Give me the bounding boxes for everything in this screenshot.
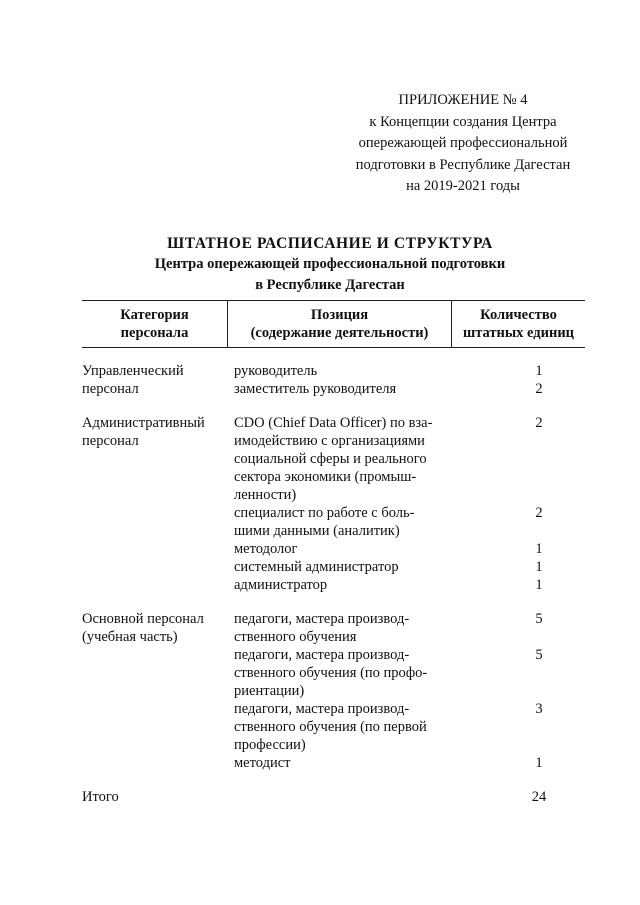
position-text: заместитель руководителя xyxy=(234,381,397,397)
position-text: риентации) xyxy=(234,683,305,699)
count-value: 1 xyxy=(535,363,543,379)
table-row xyxy=(234,576,585,594)
position-text: педагоги, мастера производ- xyxy=(234,611,410,627)
table-row xyxy=(234,504,585,540)
position-text: администратор xyxy=(234,577,328,593)
position-cell xyxy=(234,646,448,700)
table-group xyxy=(82,414,585,594)
position-text: ленности) xyxy=(234,487,297,503)
positions-cell xyxy=(234,362,585,398)
count-value: 3 xyxy=(535,701,543,717)
category-text: персонал xyxy=(82,381,139,397)
position-text: системный администратор xyxy=(234,559,399,575)
staff-table xyxy=(82,300,585,806)
table-row xyxy=(234,700,585,754)
count-cell xyxy=(448,700,585,754)
header-text: (содержание деятельности) xyxy=(250,325,429,341)
position-text: методолог xyxy=(234,541,298,557)
count-value: 2 xyxy=(535,381,543,397)
title-line-1: ШТАТНОЕ РАСПИСАНИЕ И СТРУКТУРА xyxy=(167,235,493,252)
count-cell xyxy=(448,610,585,646)
table-row xyxy=(234,610,585,646)
position-text: специалист по работе с боль- xyxy=(234,505,415,521)
count-cell xyxy=(448,646,585,700)
position-text: шими данными (аналитик) xyxy=(234,523,400,539)
category-text: Основной персонал xyxy=(82,611,204,627)
table-row xyxy=(234,754,585,772)
table-row xyxy=(234,540,585,558)
count-value: 1 xyxy=(535,559,543,575)
category-text: Административный xyxy=(82,415,205,431)
position-cell xyxy=(234,504,448,540)
position-text: ственного обучения (по профо- xyxy=(234,665,428,681)
position-text: сектора экономики (промыш- xyxy=(234,469,417,485)
count-cell xyxy=(448,504,585,540)
appendix-line: подготовки в Республике Дагестан xyxy=(355,156,571,173)
position-cell xyxy=(234,362,448,380)
position-text: педагоги, мастера производ- xyxy=(234,701,410,717)
header-count xyxy=(452,301,585,347)
position-text: методист xyxy=(234,755,291,771)
count-value: 5 xyxy=(535,647,543,663)
total-row xyxy=(82,788,585,806)
count-value: 2 xyxy=(535,415,543,431)
header-text: персонала xyxy=(120,325,189,341)
table-row xyxy=(234,414,585,504)
position-cell xyxy=(234,558,448,576)
position-cell xyxy=(234,754,448,772)
header-category xyxy=(82,301,228,347)
count-value: 1 xyxy=(535,577,543,593)
header-position xyxy=(228,301,452,347)
count-value: 2 xyxy=(535,505,543,521)
count-cell xyxy=(448,754,585,772)
category-cell xyxy=(82,362,234,398)
appendix-line: опережающей профессиональной xyxy=(358,135,568,151)
appendix-line: на 2019-2021 годы xyxy=(406,178,520,194)
position-text: CDO (Chief Data Officer) по вза- xyxy=(234,415,433,431)
count-value: 1 xyxy=(535,541,543,557)
count-cell xyxy=(448,380,585,398)
table-row xyxy=(234,362,585,380)
table-header xyxy=(82,300,585,348)
header-text: Количество xyxy=(480,307,557,323)
position-text: социальной сферы и реального xyxy=(234,451,427,467)
count-cell xyxy=(448,558,585,576)
positions-cell xyxy=(234,414,585,594)
position-cell xyxy=(234,414,448,504)
position-text: руководитель xyxy=(234,363,318,379)
header-text: Категория xyxy=(120,307,189,323)
table-body xyxy=(82,362,585,772)
position-cell xyxy=(234,380,448,398)
total-value-cell xyxy=(448,788,585,806)
table-row xyxy=(234,380,585,398)
table-row xyxy=(234,646,585,700)
total-value: 24 xyxy=(531,789,547,805)
category-cell xyxy=(82,610,234,772)
title-line-2: Центра опережающей профессиональной подготовки xyxy=(154,256,506,272)
position-text: профессии) xyxy=(234,737,306,753)
count-cell xyxy=(448,576,585,594)
position-cell xyxy=(234,540,448,558)
total-label: Итого xyxy=(82,789,119,805)
table-group xyxy=(82,362,585,398)
position-cell xyxy=(234,700,448,754)
positions-cell xyxy=(234,610,585,772)
count-value: 1 xyxy=(535,755,543,771)
header-text: штатных единиц xyxy=(462,325,575,341)
position-text: имодействию с организациями xyxy=(234,433,425,449)
count-cell xyxy=(448,414,585,504)
header-text: Позиция xyxy=(310,307,369,323)
table-row xyxy=(234,558,585,576)
count-cell xyxy=(448,540,585,558)
position-text: ственного обучения (по первой xyxy=(234,719,427,735)
appendix-line: ПРИЛОЖЕНИЕ № 4 xyxy=(398,92,528,108)
category-text: Управленческий xyxy=(82,363,184,379)
count-cell xyxy=(448,362,585,380)
position-cell xyxy=(234,576,448,594)
position-text: ственного обучения xyxy=(234,629,357,645)
document-title xyxy=(60,233,600,296)
table-group xyxy=(82,610,585,772)
position-cell xyxy=(234,610,448,646)
position-text: педагоги, мастера производ- xyxy=(234,647,410,663)
category-text: персонал xyxy=(82,433,139,449)
appendix-block xyxy=(318,90,608,198)
title-line-3: в Республике Дагестан xyxy=(255,277,405,293)
count-value: 5 xyxy=(535,611,543,627)
appendix-line: к Концепции создания Центра xyxy=(369,113,557,130)
category-cell xyxy=(82,414,234,594)
category-text: (учебная часть) xyxy=(82,629,178,645)
